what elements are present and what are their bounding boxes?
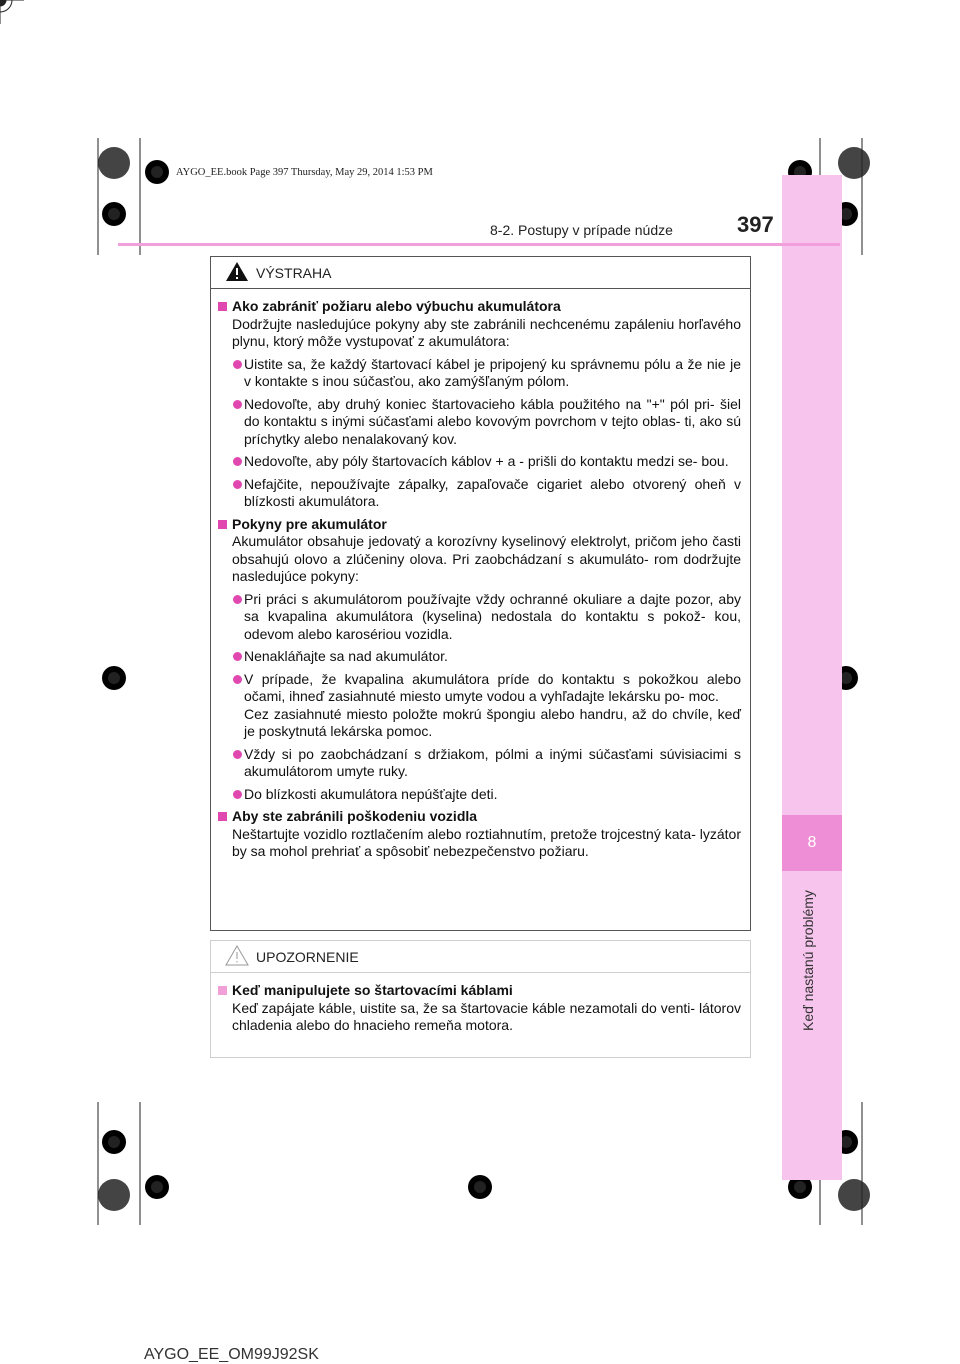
bullet-item: Uistite sa, že každý štartovací kábel je pripojený ku správnemu pólu a že nie je v kontakte s inou súčasťou, ako zamýšľaným pólom. — [218, 356, 741, 391]
heading-vehicle-damage: Aby ste zabránili poškodeniu vozidla — [218, 808, 741, 826]
paragraph: Dodržujte nasledujúce pokyny aby ste zabránili nechcenému zapáleniu horľavého plynu, ktorý môže vystupovať z akumulátora: — [232, 315, 741, 349]
header-rule — [118, 243, 840, 246]
bullet-dot-icon — [233, 675, 242, 684]
bullet-item: Vždy si po zaobchádzaní s držiakom, pólmi a inými súčasťami súvisiacimi s akumulátorom umyte ruky. — [218, 746, 741, 781]
bullet-dot-icon — [233, 790, 242, 799]
square-bullet-icon — [218, 520, 227, 529]
bullet-item: Nefajčite, nepoužívajte zápalky, zapaľovače cigariet alebo otvorený oheň v blízkosti akumulátora. — [218, 476, 741, 511]
notice-header — [211, 941, 750, 973]
bullet-dot-icon — [233, 595, 242, 604]
warning-triangle-icon — [225, 261, 249, 282]
warning-header — [211, 257, 750, 289]
notice-title: UPOZORNENIE — [256, 949, 359, 965]
bullet-item: Nenakláňajte sa nad akumulátor. — [218, 648, 741, 666]
notice-box — [210, 940, 751, 1058]
bullet-item: Nedovoľte, aby druhý koniec štartovacieho kábla použitého na "+" pól pri- šiel do kontaktu s inými súčasťami alebo kovovým povrchom v tejto oblas- ti, ako sú príchytky alebo nenalakovaný kov. — [218, 396, 741, 449]
section-title: 8-2. Postupy v prípade núdze — [490, 222, 673, 238]
bullet-dot-icon — [233, 750, 242, 759]
bullet-dot-icon — [233, 400, 242, 409]
warning-title: VÝSTRAHA — [256, 265, 332, 281]
chapter-title: Keď nastanú problémy — [800, 890, 816, 1031]
footer-code: AYGO_EE_OM99J92SK — [144, 1346, 319, 1363]
notice-triangle-icon — [225, 945, 249, 966]
bullet-item: V prípade, že kvapalina akumulátora príde do kontaktu s pokožkou alebo očami, ihneď zasiahnuté miesto umyte vodou a vyhľadajte lekársku po- moc. Cez zasiahnuté miesto položte mokrú špongiu alebo handru, až do chvíle, keď je poskytnutá lekárska pomoc. — [218, 671, 741, 741]
paragraph: Akumulátor obsahuje jedovatý a korozívny kyselinový elektrolyt, pričom jeho časti obsahujú olovo a zlúčeniny olova. Pri zaobchádzaní s akumuláto- rom dodržujte nasledujúce pokyny: — [232, 533, 741, 584]
bullet-dot-icon — [233, 652, 242, 661]
page-number: 397 — [737, 212, 774, 237]
bullet-item: Do blízkosti akumulátora nepúšťajte deti. — [218, 786, 741, 804]
paragraph: Keď zapájate káble, uistite sa, že sa štartovacie káble nezamotali do venti- látorov chladenia alebo do hnacieho remeňa motora. — [232, 999, 741, 1033]
bullet-item: Pri práci s akumulátorom používajte vždy ochranné okuliare a dajte pozor, aby sa kvapalina akumulátora (kyselina) nedostala do kontaktu s pokož- kou, odevom alebo karosériou vozidla. — [218, 591, 741, 644]
bullet-dot-icon — [233, 480, 242, 489]
square-bullet-icon — [218, 986, 227, 995]
heading-fire-prevention: Ako zabrániť požiaru alebo výbuchu akumulátora — [218, 298, 741, 316]
bullet-dot-icon — [233, 457, 242, 466]
heading-battery-instructions: Pokyny pre akumulátor — [218, 516, 741, 534]
bullet-item: Nedovoľte, aby póly štartovacích káblov + a - prišli do kontaktu medzi se- bou. — [218, 453, 741, 471]
heading-jumper-cables: Keď manipulujete so štartovacími káblami — [218, 982, 741, 1000]
square-bullet-icon — [218, 812, 227, 821]
book-info-line: AYGO_EE.book Page 397 Thursday, May 29, 2014 1:53 PM — [176, 167, 433, 178]
warning-box — [210, 256, 751, 931]
paragraph: Neštartujte vozidlo roztlačením alebo roztiahnutím, pretože trojcestný kata- lyzátor by sa mohol prehriať a spôsobiť nebezpečenstvo požiaru. — [232, 825, 741, 859]
bullet-dot-icon — [233, 360, 242, 369]
square-bullet-icon — [218, 302, 227, 311]
chapter-number: 8 — [782, 815, 842, 871]
